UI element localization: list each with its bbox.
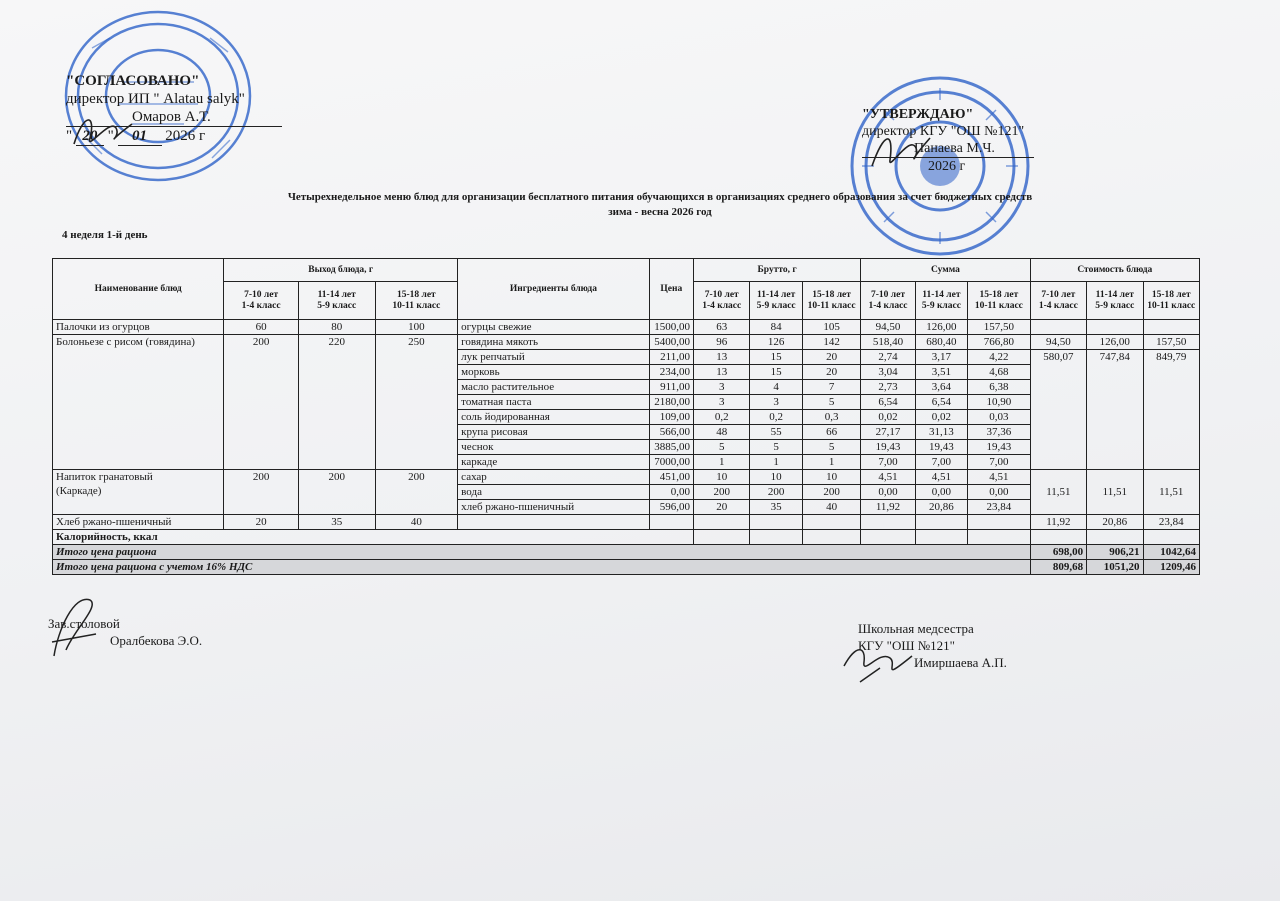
dish-cost: 11,51 [1087,470,1143,515]
ingredient-brutto: 13 [694,350,750,365]
dish-cost [1030,320,1086,335]
dish-cost [1143,320,1199,335]
table-row [53,335,1200,350]
week-label: 4 неделя 1-й день [62,229,148,241]
ingredient-sum: 157,50 [968,320,1031,335]
ingredient-sum: 4,22 [968,350,1031,365]
table-row [53,515,1200,530]
ingredient-brutto: 63 [694,320,750,335]
dish-yield: 35 [298,515,375,530]
ingredient-sum: 19,43 [915,440,967,455]
ingredient-brutto: 40 [802,500,860,515]
cost-age-1: 7-10 лет 1-4 класс [1030,282,1086,320]
ingredient-name: томатная паста [458,395,649,410]
brutto-age-2: 11-14 лет 5-9 класс [750,282,802,320]
ingredient-sum: 37,36 [968,425,1031,440]
approval-heading: "СОГЛАСОВАНО" [66,73,200,89]
ingredient-brutto: 5 [802,395,860,410]
dish-cost [1087,320,1143,335]
empty-cell [694,530,750,545]
ingredient-sum: 31,13 [915,425,967,440]
signer-name: Имиршаева А.П. [914,655,1007,670]
ingredient-brutto: 66 [802,425,860,440]
ingredient-brutto [750,515,802,530]
ingredient-name: чеснок [458,440,649,455]
dish-cost: 849,79 [1143,350,1199,470]
menu-table [52,258,1200,575]
ingredient-sum: 19,43 [861,440,915,455]
dish-yield: 200 [298,470,375,515]
signer-org: КГУ "ОШ №121" [858,638,955,653]
dish-yield: 60 [224,320,299,335]
ingredient-name: масло растительное [458,380,649,395]
ingredient-brutto: 5 [802,440,860,455]
brutto-age-1: 7-10 лет 1-4 класс [694,282,750,320]
ingredient-brutto: 0,3 [802,410,860,425]
total-label: Итого цена рациона [53,545,1031,560]
ingredient-sum: 0,00 [861,485,915,500]
ingredient-name: огурцы свежие [458,320,649,335]
approval-name: Панаева М.Ч. [862,140,1034,158]
ingredient-sum: 7,00 [915,455,967,470]
yield-age-3: 15-18 лет 10-11 класс [375,282,458,320]
empty-cell [915,530,967,545]
ingredient-sum: 94,50 [861,320,915,335]
ingredient-brutto: 5 [750,440,802,455]
ingredient-brutto: 10 [802,470,860,485]
table-row [53,320,1200,335]
empty-cell [1143,530,1199,545]
total-value: 698,00 [1030,545,1086,560]
document-title: Четырехнедельное меню блюд для организации бесплатного питания обучающихся в организациях среднего образования за счет бюджетных средств зима - весна 2026 год [287,191,1033,218]
total-vat-row [53,560,1200,575]
ingredient-sum: 0,02 [915,410,967,425]
ingredient-brutto: 1 [694,455,750,470]
header-price: Цена [649,259,693,320]
header-brutto: Брутто, г [694,259,861,282]
ingredient-sum: 20,86 [915,500,967,515]
header-ingredients: Ингредиенты блюда [458,259,649,320]
ingredient-sum: 6,54 [861,395,915,410]
empty-cell [802,530,860,545]
ingredient-brutto: 7 [802,380,860,395]
total-row [53,545,1200,560]
ingredient-brutto: 126 [750,335,802,350]
total-vat-value: 1051,20 [1087,560,1143,575]
dish-cost: 747,84 [1087,350,1143,470]
signer-name: Оралбекова Э.О. [110,633,203,648]
header-yield: Выход блюда, г [224,259,458,282]
ingredient-name: лук репчатый [458,350,649,365]
dish-cost: 11,51 [1030,470,1086,515]
ingredient-sum: 4,51 [861,470,915,485]
total-vat-value: 1209,46 [1143,560,1199,575]
ingredient-brutto: 4 [750,380,802,395]
approval-heading: "УТВЕРЖДАЮ" [862,107,974,122]
dish-cost: 94,50 [1030,335,1086,350]
ingredient-name: вода [458,485,649,500]
dish-yield: 40 [375,515,458,530]
dish-yield: 200 [224,335,299,470]
ingredient-brutto: 1 [802,455,860,470]
ingredient-price: 2180,00 [649,395,693,410]
ingredient-sum: 0,00 [968,485,1031,500]
ingredient-price: 5400,00 [649,335,693,350]
calories-row [53,530,1200,545]
yield-age-1: 7-10 лет 1-4 класс [224,282,299,320]
date-day: 20 [76,127,104,146]
ingredient-brutto: 10 [750,470,802,485]
date-month: 01 [118,127,162,146]
ingredient-brutto: 200 [694,485,750,500]
ingredient-brutto: 5 [694,440,750,455]
ingredient-name: сахар [458,470,649,485]
ingredient-name: хлеб ржано-пшеничный [458,500,649,515]
ingredient-brutto: 96 [694,335,750,350]
ingredient-sum: 0,02 [861,410,915,425]
ingredient-brutto: 15 [750,365,802,380]
ingredient-brutto: 13 [694,365,750,380]
dish-yield: 20 [224,515,299,530]
header-cost: Стоимость блюда [1030,259,1199,282]
calories-label: Калорийность, ккал [53,530,694,545]
ingredient-sum: 27,17 [861,425,915,440]
ingredient-sum: 3,17 [915,350,967,365]
dish-cost: 20,86 [1087,515,1143,530]
ingredient-sum: 3,51 [915,365,967,380]
dish-yield: 200 [224,470,299,515]
ingredient-price: 109,00 [649,410,693,425]
cost-age-2: 11-14 лет 5-9 класс [1087,282,1143,320]
ingredient-brutto: 0,2 [694,410,750,425]
ingredient-sum: 4,68 [968,365,1031,380]
total-vat-value: 809,68 [1030,560,1086,575]
empty-cell [750,530,802,545]
signer-role: Школьная медсестра [858,621,974,636]
ingredient-sum [915,515,967,530]
ingredient-sum: 6,54 [915,395,967,410]
ingredient-name: соль йодированная [458,410,649,425]
ingredient-sum: 0,00 [915,485,967,500]
dish-cost: 580,07 [1030,350,1086,470]
ingredient-name: морковь [458,365,649,380]
ingredient-brutto: 3 [694,380,750,395]
dish-name: Болоньезе с рисом (говядина) [53,335,224,470]
ingredient-sum: 518,40 [861,335,915,350]
ingredient-name [458,515,649,530]
ingredient-price: 1500,00 [649,320,693,335]
approval-date: 2026 г [928,159,966,174]
dish-cost: 11,51 [1143,470,1199,515]
ingredient-sum: 19,43 [968,440,1031,455]
ingredient-price: 566,00 [649,425,693,440]
ingredient-sum [968,515,1031,530]
empty-cell [1030,530,1086,545]
sum-age-3: 15-18 лет 10-11 класс [968,282,1031,320]
ingredient-brutto: 35 [750,500,802,515]
ingredient-brutto: 3 [750,395,802,410]
date-year: 2026 г [165,128,206,144]
ingredient-brutto [802,515,860,530]
dish-yield: 220 [298,335,375,470]
ingredient-sum: 6,38 [968,380,1031,395]
ingredient-brutto: 142 [802,335,860,350]
ingredient-brutto: 105 [802,320,860,335]
yield-age-2: 11-14 лет 5-9 класс [298,282,375,320]
ingredient-sum: 766,80 [968,335,1031,350]
ingredient-brutto: 10 [694,470,750,485]
empty-cell [1087,530,1143,545]
signature-right-bottom [840,636,916,686]
ingredient-name: каркаде [458,455,649,470]
header-row-1 [53,259,1200,282]
ingredient-price: 0,00 [649,485,693,500]
dish-name: Палочки из огурцов [53,320,224,335]
dish-yield: 80 [298,320,375,335]
ingredient-name: говядина мякоть [458,335,649,350]
ingredient-brutto [694,515,750,530]
signature-right-top [866,126,936,176]
ingredient-price: 3885,00 [649,440,693,455]
header-sum: Сумма [861,259,1030,282]
approval-date: " 20 " 01 2026 г [66,128,206,144]
ingredient-sum: 10,90 [968,395,1031,410]
ingredient-brutto: 20 [802,350,860,365]
ingredient-brutto: 3 [694,395,750,410]
dish-cost: 157,50 [1143,335,1199,350]
ingredient-sum: 3,64 [915,380,967,395]
ingredient-sum: 4,51 [968,470,1031,485]
dish-yield: 250 [375,335,458,470]
ingredient-sum: 126,00 [915,320,967,335]
empty-cell [968,530,1031,545]
ingredient-price: 911,00 [649,380,693,395]
empty-cell [861,530,915,545]
dish-name: Напиток гранатовый (Каркаде) [53,470,224,515]
ingredient-price: 234,00 [649,365,693,380]
ingredient-sum [861,515,915,530]
cost-age-3: 15-18 лет 10-11 класс [1143,282,1199,320]
total-value: 906,21 [1087,545,1143,560]
ingredient-sum: 23,84 [968,500,1031,515]
ingredient-brutto: 1 [750,455,802,470]
dish-name: Хлеб ржано-пшеничный [53,515,224,530]
ingredient-brutto: 55 [750,425,802,440]
ingredient-sum: 680,40 [915,335,967,350]
table-row [53,470,1200,485]
dish-cost: 126,00 [1087,335,1143,350]
ingredient-price: 7000,00 [649,455,693,470]
approval-position: директор КГУ "ОШ №121" [862,124,1025,139]
ingredient-brutto: 20 [802,365,860,380]
ingredient-sum: 0,03 [968,410,1031,425]
dish-cost: 23,84 [1143,515,1199,530]
signature-left-top [70,108,140,154]
ingredient-price: 211,00 [649,350,693,365]
signature-left-bottom [44,590,104,660]
total-vat-label: Итого цена рациона с учетом 16% НДС [53,560,1031,575]
approval-position: директор ИП " Alatau salyk" [66,91,245,107]
ingredient-sum: 2,73 [861,380,915,395]
dish-yield: 100 [375,320,458,335]
ingredient-price: 451,00 [649,470,693,485]
ingredient-sum: 11,92 [861,500,915,515]
ingredient-sum: 7,00 [861,455,915,470]
ingredient-sum: 3,04 [861,365,915,380]
ingredient-brutto: 200 [802,485,860,500]
ingredient-brutto: 0,2 [750,410,802,425]
ingredient-brutto: 48 [694,425,750,440]
ingredient-name: крупа рисовая [458,425,649,440]
ingredient-brutto: 20 [694,500,750,515]
signer-role: Зав.столовой [48,616,120,631]
sum-age-2: 11-14 лет 5-9 класс [915,282,967,320]
approval-name: Омаров А.Т. [66,108,282,127]
ingredient-price: 596,00 [649,500,693,515]
ingredient-brutto: 200 [750,485,802,500]
ingredient-sum: 4,51 [915,470,967,485]
sum-age-1: 7-10 лет 1-4 класс [861,282,915,320]
ingredient-sum: 2,74 [861,350,915,365]
ingredient-price [649,515,693,530]
ingredient-sum: 7,00 [968,455,1031,470]
dish-cost: 11,92 [1030,515,1086,530]
ingredient-brutto: 15 [750,350,802,365]
dish-yield: 200 [375,470,458,515]
total-value: 1042,64 [1143,545,1199,560]
brutto-age-3: 15-18 лет 10-11 класс [802,282,860,320]
ingredient-brutto: 84 [750,320,802,335]
header-dish: Наименование блюд [53,259,224,320]
